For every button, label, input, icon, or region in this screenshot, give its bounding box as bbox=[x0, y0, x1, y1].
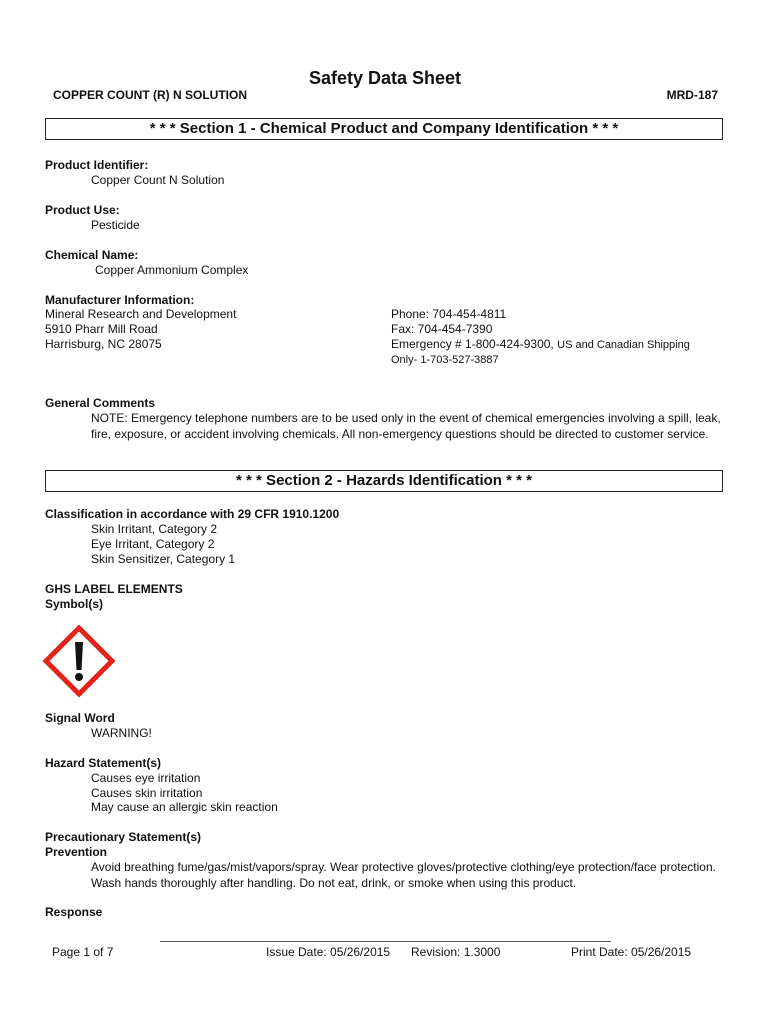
chemical-name-value: Copper Ammonium Complex bbox=[95, 263, 249, 277]
revision: Revision: 1.3000 bbox=[411, 945, 501, 959]
section-1-heading: * * * Section 1 - Chemical Product and Company Identification * * * bbox=[45, 118, 723, 140]
classification-label: Classification in accordance with 29 CFR 1910.1200 bbox=[45, 507, 340, 521]
signal-word-value: WARNING! bbox=[91, 726, 152, 740]
prevention-text: Avoid breathing fume/gas/mist/vapors/spray. Wear protective gloves/protective clothing/eye protection/face protection. Wash hands thoroughly after handling. Do not eat, drink, or smoke when using this product. bbox=[91, 860, 716, 890]
general-comments-label: General Comments bbox=[45, 396, 156, 410]
hazard-statement: May cause an allergic skin reaction bbox=[91, 800, 278, 814]
page-number: Page 1 of 7 bbox=[52, 945, 114, 959]
classification-item: Skin Irritant, Category 2 bbox=[91, 522, 218, 536]
product-identifier-value: Copper Count N Solution bbox=[91, 173, 225, 187]
chemical-name-label: Chemical Name: bbox=[45, 248, 139, 262]
fax-number: Fax: 704-454-7390 bbox=[391, 322, 493, 336]
document-title: Safety Data Sheet bbox=[308, 68, 462, 88]
emergency-number: Emergency # 1-800-424-9300, bbox=[391, 337, 554, 351]
classification-item: Skin Sensitizer, Category 1 bbox=[91, 552, 236, 566]
footer-divider bbox=[160, 941, 611, 942]
product-identifier-label: Product Identifier: bbox=[45, 158, 149, 172]
product-code-name: COPPER COUNT (R) N SOLUTION bbox=[53, 88, 247, 102]
symbols-label: Symbol(s) bbox=[45, 597, 104, 611]
general-comments-text: NOTE: Emergency telephone numbers are to be used only in the event of chemical emergencies involving a spill, leak, fire, exposure, or accident involving chemicals. All non-emergency questions should be directed to customer service. bbox=[91, 411, 721, 441]
print-date: Print Date: 05/26/2015 bbox=[571, 945, 692, 959]
section-2-heading: * * * Section 2 - Hazards Identification * * * bbox=[45, 470, 723, 492]
product-use-value: Pesticide bbox=[91, 218, 140, 232]
phone-number: Phone: 704-454-4811 bbox=[391, 307, 507, 321]
signal-word-label: Signal Word bbox=[45, 711, 115, 725]
prevention-label: Prevention bbox=[45, 845, 108, 859]
ghs-label-elements: GHS LABEL ELEMENTS bbox=[45, 582, 183, 596]
manufacturer-street: 5910 Pharr Mill Road bbox=[45, 322, 158, 336]
hazard-statement: Causes skin irritation bbox=[91, 786, 203, 800]
emergency-line bbox=[391, 337, 690, 353]
precautionary-label: Precautionary Statement(s) bbox=[45, 830, 202, 844]
manufacturer-name: Mineral Research and Development bbox=[45, 307, 237, 321]
manufacturer-label: Manufacturer Information: bbox=[45, 293, 195, 307]
hazard-statements-label: Hazard Statement(s) bbox=[45, 756, 162, 770]
hazard-statement: Causes eye irritation bbox=[91, 771, 201, 785]
emergency-note: US and Canadian Shipping bbox=[557, 339, 690, 351]
product-use-label: Product Use: bbox=[45, 203, 120, 217]
document-id: MRD-187 bbox=[666, 88, 718, 102]
manufacturer-city: Harrisburg, NC 28075 bbox=[45, 337, 162, 351]
exclamation-mark-diamond-icon bbox=[43, 625, 115, 697]
emergency-only: Only- 1-703-527-3887 bbox=[391, 354, 499, 366]
response-label: Response bbox=[45, 905, 103, 919]
classification-item: Eye Irritant, Category 2 bbox=[91, 537, 215, 551]
issue-date: Issue Date: 05/26/2015 bbox=[266, 945, 391, 959]
